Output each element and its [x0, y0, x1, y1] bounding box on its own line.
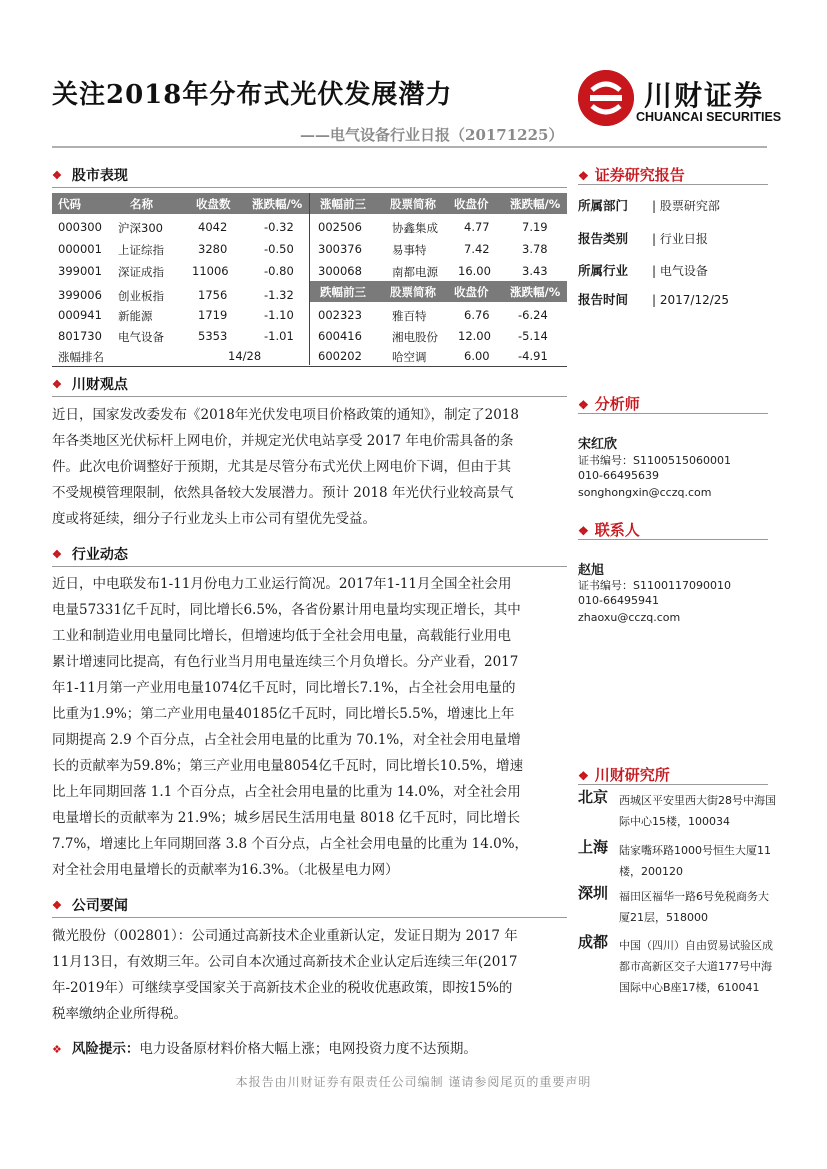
office-address: 中国（四川）自由贸易试验区成都市高新区交子大道177号中海国际中心B座17楼，610041 [619, 939, 773, 994]
col-header: 名称 [130, 197, 153, 211]
diamond-bullet-icon: ❖ [52, 1043, 62, 1056]
col-header: 收盘价 [454, 197, 489, 211]
diamond-bullet-icon: ❖ [52, 899, 62, 912]
contact-cert: 证书编号：S1100117090010 [578, 579, 731, 592]
diamond-bullet-icon: ❖ [52, 548, 62, 561]
diamond-bullet-icon: ❖ [578, 169, 589, 183]
section-divider [52, 917, 567, 918]
diamond-bullet-icon: ❖ [578, 769, 589, 783]
sidebar-divider [578, 413, 768, 414]
type-field: 报告类别 | 行业日报 [578, 231, 708, 246]
sidebar-institute-heading: ❖ 川财研究所 [578, 766, 670, 784]
market-table-subheader: 跌幅前三 股票简称 收盘价 涨跌幅/% [309, 281, 567, 302]
contact-email[interactable]: zhaoxu@cczq.com [578, 611, 681, 624]
col-header: 代码 [58, 197, 81, 211]
analyst-name: 宋红欣 [578, 437, 618, 452]
office-address: 陆家嘴环路1000号恒生大厦11楼，200120 [619, 844, 771, 878]
date-field: 报告时间 | 2017/12/25 [578, 292, 730, 307]
sidebar-divider [578, 539, 768, 540]
section-divider [52, 566, 567, 567]
table-row: 000300 沪深300 4042 -0.32 002506 协鑫集成 4.77 7.19 [58, 220, 548, 235]
table-row: 000941 新能源 1719 -1.10 002323 雅百特 6.76 -6.24 [58, 308, 548, 323]
analyst-email[interactable]: songhongxin@cczq.com [578, 486, 712, 499]
logo-text-cn: 川财证券 [644, 79, 765, 112]
table-row: 涨幅排名 14/28 600202 哈空调 6.00 -4.91 [58, 349, 548, 364]
section-industry-heading: ❖ 行业动态 [52, 547, 128, 563]
office-address: 西城区平安里西大街28号中海国际中心15楼，100034 [619, 794, 776, 828]
risk-note: ❖ 风险提示：电力设备原材料价格大幅上涨；电网投资力度不达预期。 [52, 1041, 477, 1057]
header-divider [52, 146, 767, 148]
section-company-heading: ❖ 公司要闻 [52, 898, 128, 914]
contact-name: 赵旭 [578, 563, 605, 578]
logo-text-en: CHUANCAI SECURITIES [636, 110, 782, 124]
office-city: 上海 [578, 838, 609, 856]
page-footer: 本报告由川财证券有限责任公司编制 谨请参阅尾页的重要声明 [235, 1075, 592, 1089]
sidebar-divider [578, 784, 768, 785]
industry-field: 所属行业 | 电气设备 [578, 263, 708, 278]
diamond-bullet-icon: ❖ [578, 398, 589, 412]
table-row: 801730 电气设备 5353 -1.01 600416 湘电股份 12.00 -5.14 [58, 329, 548, 344]
report-title: 关注2018年分布式光伏发展潜力 [52, 80, 453, 110]
diamond-bullet-icon: ❖ [52, 378, 62, 391]
diamond-bullet-icon: ❖ [578, 524, 589, 538]
section-market-heading: ❖ 股市表现 [52, 168, 128, 184]
sidebar-report-heading: ❖ 证券研究报告 [578, 166, 685, 184]
diamond-bullet-icon: ❖ [52, 169, 62, 182]
office-city: 成都 [578, 933, 609, 951]
table-row: 399006 创业板指 1756 -1.32 [58, 288, 294, 303]
industry-paragraph: 近日，中电联发布1-11月份电力工业运行简况。2017年1-11月全国全社会用 电量57331亿千瓦时，同比增长6.5%，各省份累计用电量均实现正增长，其中 工业和制造业用电量同比增长，但增速均低于全社会用电量，高载能行业用电 累计增速同比提高，有色行业当月用电量连续三个月负增长。分产业看，2017 年1-11月第一产业用电量1074亿千瓦时，同比增长7.1%，占全社会用电量的 比重为1.9%；第二产业用电量40185亿千瓦时，同比增长5.5%，增速比上年 同期提高 2.9 个百分点，占全社会用电量的比重为 70.1%，对全社会用电量增 长的贡献率为59.8%；第三产业用电量8054亿千瓦时，同比增长10.5%，增速 比上年同期回落 1.1 个百分点，占全社会用电量的比重为 14.0%，对全社会用 电量增长的贡献率为 21.9%；城乡居民生活用电量 8018 亿千瓦时，同比增长 7.7%，增速比上年同期回落 3.8 个百分点，占全社会用电量的比重为 14.0%， 对全社会用电量增长的贡献率为16.3%。（北极星电力网） [52, 576, 529, 878]
col-header: 收盘数 [196, 197, 231, 211]
table-divider [309, 193, 310, 365]
sidebar-divider [578, 184, 768, 185]
report-subtitle: ——电气设备行业日报（20171225） [300, 126, 564, 144]
sidebar-analyst-heading: ❖ 分析师 [578, 395, 640, 413]
section-views-heading: ❖ 川财观点 [52, 377, 128, 393]
company-paragraph: 微光股份（002801）：公司通过高新技术企业重新认定，发证日期为 2017 年 11月13日，有效期三年。公司自本次通过高新技术企业认定后连续三年(2017 年-2019年）可继续享受国家关于高新技术企业的税收优惠政策，即按15%的 税率缴纳企业所得税。 [52, 928, 518, 1022]
analyst-phone: 010-66495639 [578, 469, 659, 482]
section-divider [52, 396, 567, 397]
section-divider [52, 187, 567, 188]
sidebar-contact-heading: ❖ 联系人 [578, 521, 640, 539]
office-address: 福田区福华一路6号免税商务大厦21层，518000 [619, 890, 769, 924]
analyst-cert: 证书编号：S1100515060001 [578, 454, 731, 467]
col-header: 涨跌幅/% [510, 197, 561, 211]
contact-phone: 010-66495941 [578, 594, 659, 607]
views-paragraph: 近日，国家发改委发布《2018年光伏发电项目价格政策的通知》，制定了2018 年各类地区光伏标杆上网电价，并规定光伏电站享受 2017 年电价需具备的条 件。此次电价调整好于预期，尤其是尽管分布式光伏上网电价下调，但由于其 不受规模管理限制，依然具备较大发展潜力。预计 2018 年光伏行业较高景气 度或将延续，细分子行业龙头上市公司有望优先受益。 [52, 407, 519, 527]
office-city: 北京 [578, 788, 609, 806]
table-bottom-rule [52, 366, 567, 367]
table-row: 399001 深证成指 11006 -0.80 300068 南都电源 16.00 3.43 [58, 264, 548, 279]
office-city: 深圳 [578, 884, 609, 902]
col-header: 涨幅前三 [320, 197, 366, 211]
col-header: 股票简称 [390, 197, 436, 211]
table-row: 000001 上证综指 3280 -0.50 300376 易事特 7.42 3.78 [58, 242, 548, 257]
dept-field: 所属部门 | 股票研究部 [578, 198, 720, 213]
col-header: 涨跌幅/% [252, 197, 303, 211]
chuancai-logo-icon [578, 70, 634, 126]
